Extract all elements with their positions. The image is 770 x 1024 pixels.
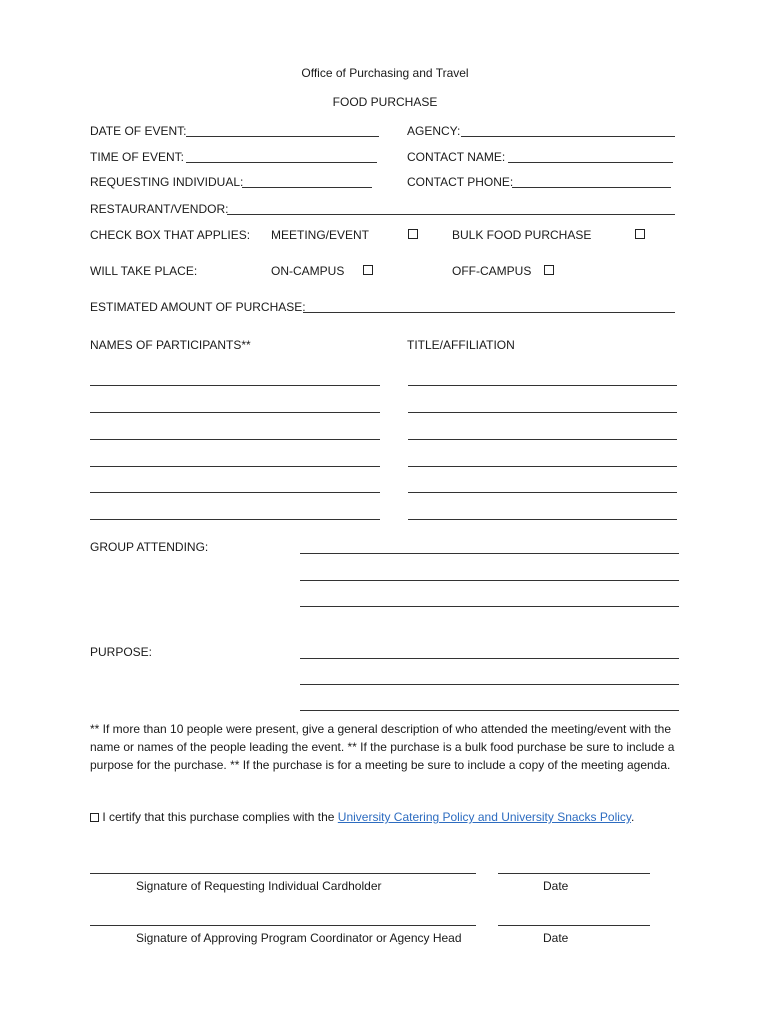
estimated-amount-label: ESTIMATED AMOUNT OF PURCHASE: (90, 300, 306, 314)
on-campus-label: ON-CAMPUS (271, 264, 345, 278)
participant-name-field[interactable] (90, 412, 380, 413)
approving-signature-label: Signature of Approving Program Coordinator or Agency Head (136, 931, 462, 945)
agency-label: AGENCY: (407, 124, 461, 138)
group-attending-field[interactable] (300, 606, 679, 607)
time-of-event-label: TIME OF EVENT: (90, 150, 185, 164)
participant-title-field[interactable] (408, 439, 677, 440)
approving-signature-line[interactable] (90, 925, 476, 926)
check-box-label: CHECK BOX THAT APPLIES: (90, 228, 251, 242)
date-line-1[interactable] (498, 873, 650, 874)
date-label-2: Date (543, 931, 569, 945)
form-title: FOOD PURCHASE (332, 95, 438, 109)
participants-label: NAMES OF PARTICIPANTS** (90, 338, 251, 352)
requesting-individual-field[interactable] (242, 187, 372, 188)
meeting-event-label: MEETING/EVENT (271, 228, 370, 242)
will-take-place-label: WILL TAKE PLACE: (90, 264, 198, 278)
certify-suffix: . (631, 810, 635, 824)
date-label-1: Date (543, 879, 569, 893)
group-attending-field[interactable] (300, 580, 679, 581)
participant-name-field[interactable] (90, 466, 380, 467)
on-campus-checkbox[interactable] (363, 265, 373, 275)
participant-name-field[interactable] (90, 492, 380, 493)
contact-name-field[interactable] (508, 162, 673, 163)
meeting-event-checkbox[interactable] (408, 229, 418, 239)
estimated-amount-field[interactable] (303, 312, 675, 313)
bulk-food-checkbox[interactable] (635, 229, 645, 239)
group-attending-label: GROUP ATTENDING: (90, 540, 209, 554)
participant-title-field[interactable] (408, 519, 677, 520)
policy-link[interactable]: University Catering Policy and University Snacks Policy (337, 810, 632, 824)
requesting-individual-label: REQUESTING INDIVIDUAL: (90, 175, 244, 189)
participant-title-field[interactable] (408, 385, 677, 386)
bulk-food-label: BULK FOOD PURCHASE (452, 228, 592, 242)
participant-name-field[interactable] (90, 439, 380, 440)
date-line-2[interactable] (498, 925, 650, 926)
participant-title-field[interactable] (408, 412, 677, 413)
participant-title-field[interactable] (408, 492, 677, 493)
requesting-signature-line[interactable] (90, 873, 476, 874)
office-title: Office of Purchasing and Travel (301, 66, 469, 80)
date-of-event-field[interactable] (186, 136, 379, 137)
date-of-event-label: DATE OF EVENT: (90, 124, 187, 138)
contact-name-label: CONTACT NAME: (407, 150, 506, 164)
purpose-field[interactable] (300, 684, 679, 685)
agency-field[interactable] (461, 136, 675, 137)
title-affiliation-label: TITLE/AFFILIATION (407, 338, 515, 352)
instructions-note: ** If more than 10 people were present, give a general description of who attended the meeting/event with the name or names of the people leading the event. ** If the purchase is a bulk food purchase be sure to include a purpose for the purchase. ** If the purchase is for a meeting be sure to include a copy of the meeting agenda. (90, 722, 675, 772)
requesting-signature-label: Signature of Requesting Individual Cardholder (136, 879, 382, 893)
group-attending-field[interactable] (300, 553, 679, 554)
restaurant-vendor-field[interactable] (227, 214, 675, 215)
purpose-field[interactable] (300, 658, 679, 659)
certify-row (90, 810, 634, 824)
purpose-label: PURPOSE: (90, 645, 153, 659)
restaurant-vendor-label: RESTAURANT/VENDOR: (90, 202, 229, 216)
time-of-event-field[interactable] (186, 162, 377, 163)
participant-name-field[interactable] (90, 519, 380, 520)
contact-phone-field[interactable] (512, 187, 671, 188)
purpose-field[interactable] (300, 710, 679, 711)
certify-checkbox[interactable] (90, 813, 99, 822)
certify-text: I certify that this purchase complies with the (102, 810, 335, 824)
off-campus-label: OFF-CAMPUS (452, 264, 532, 278)
participant-title-field[interactable] (408, 466, 677, 467)
contact-phone-label: CONTACT PHONE: (407, 175, 514, 189)
off-campus-checkbox[interactable] (544, 265, 554, 275)
participant-name-field[interactable] (90, 385, 380, 386)
